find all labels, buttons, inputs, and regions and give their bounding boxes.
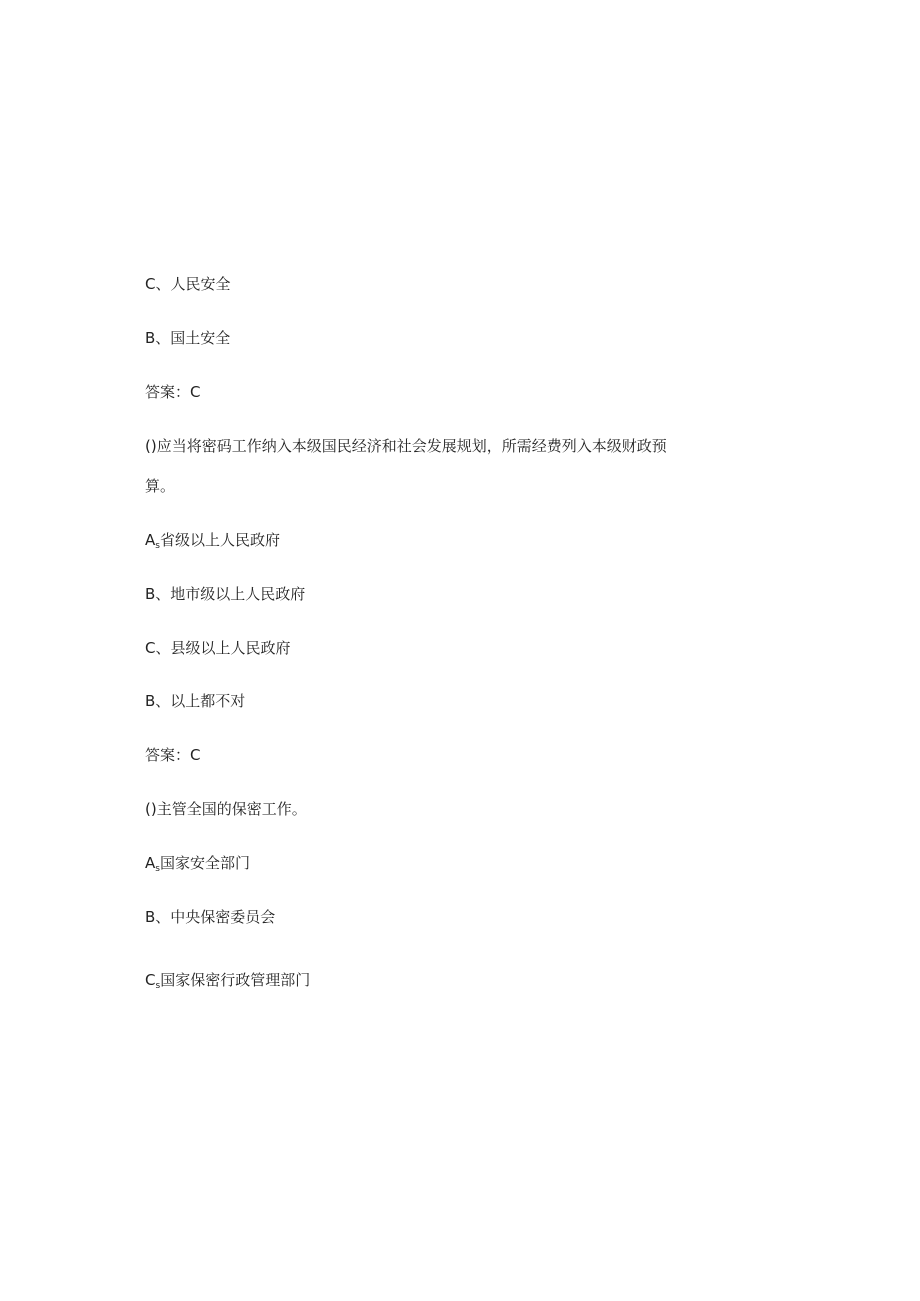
q3-option-c bbox=[145, 970, 310, 990]
q1-option-c: C、人民安全 bbox=[145, 275, 231, 293]
q2-option-c: C、县级以上人民政府 bbox=[145, 639, 291, 657]
q3-option-c-sub: s bbox=[155, 981, 161, 991]
q3-option-a-text: 国家安全部门 bbox=[159, 854, 250, 872]
q2-stem-line1: ()应当将密码工作纳入本级国民经济和社会发展规划，所需经费列入本级财政预 bbox=[145, 437, 667, 455]
q2-option-a-text: 省级以上人民政府 bbox=[159, 531, 280, 549]
q1-option-b: B、国土安全 bbox=[145, 329, 231, 347]
q2-option-a-letter: A bbox=[145, 531, 156, 549]
q2-answer: 答案：C bbox=[145, 746, 201, 764]
q2-option-b: B、地市级以上人民政府 bbox=[145, 585, 306, 603]
q3-option-c-text: 国家保密行政管理部门 bbox=[160, 971, 311, 989]
q2-option-a-sub: s bbox=[155, 541, 160, 551]
q2-option-d: B、以上都不对 bbox=[145, 692, 246, 710]
q3-stem: ()主管全国的保密工作。 bbox=[145, 800, 307, 818]
q1-answer: 答案：C bbox=[145, 383, 201, 401]
q3-option-c-letter: C bbox=[145, 971, 156, 989]
q2-option-a bbox=[145, 530, 280, 550]
q3-option-a bbox=[145, 853, 250, 873]
q3-option-a-sub: s bbox=[155, 864, 160, 874]
q2-stem-line2: 算。 bbox=[145, 477, 176, 495]
q3-option-a-letter: A bbox=[145, 854, 156, 872]
q3-option-b: B、中央保密委员会 bbox=[145, 908, 276, 926]
